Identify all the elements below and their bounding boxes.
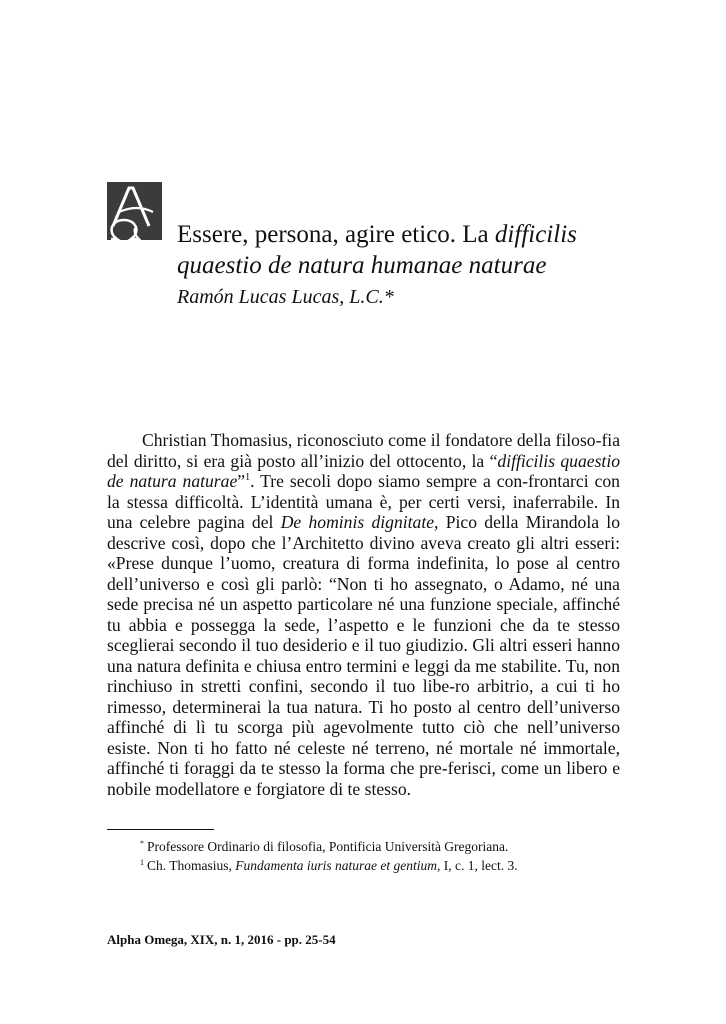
footnote-ref-1[interactable]: 1 <box>245 472 251 484</box>
body-text-4: Pico della Mirandola lo descrive così, dopo che l’Architetto divino aveva creato gli altri esseri: «Prese dunque l’uomo, creatura di forma indefinita, lo pose al centro dell’universo e così gli parlò: “Non ti ho assegnato, o Adamo, né una sede precisa né un aspetto particolare né una funzione speciale, affinché tu abbia e possegga la sede, l’aspetto e le funzioni che da te stesso sceglierai secondo il tuo desiderio e il tuo giudizio. Gli altri esseri hanno una natura definita e chiusa entro termini e leggi da me stabilite. Tu, non rinchiuso in stretti confini, secondo il tuo libe-ro arbitrio, a cui ti ho rimesso, determinerai la tua natura. Ti ho posto al centro dell’universo affinché di lì tu scorga più agevolmente tutto ciò che nell’universo esiste. Non ti ho fatto né celeste né terreno, né mortale né immortale, affinché ti foraggi da te stesso la forma che pre-ferisci, come un libero e nobile modellatore e forgiatore di te stesso. <box>107 512 620 799</box>
footnote-1 <box>140 838 508 855</box>
title-italic-1: difficilis <box>494 221 577 248</box>
footnote-mark: 1 <box>140 857 144 867</box>
body-italic-1: difficilis quaestio de natura naturae <box>107 450 621 491</box>
journal-citation: Alpha Omega, XIX, n. 1, 2016 - pp. 25-54 <box>107 932 336 947</box>
footnote-text-pre: Ch. Thomasius, <box>147 858 236 873</box>
body-text-3: . Tre secoli dopo siamo sempre a con-frontarci con la stessa difficoltà. L’identità umana è, per certi versi, inaferrabile. In una celebre pagina del <box>107 471 620 532</box>
footnote-divider <box>107 829 214 830</box>
title-plain: Essere, persona, agire etico. La <box>177 221 495 248</box>
body-text-1: Christian Thomasius, riconosciuto come il fondatore della filoso-fia del diritto, si era già posto all’inizio del ottocento, la “ <box>107 430 620 471</box>
article-title <box>177 219 697 281</box>
footnote-text-post: , I, c. 1, lect. 3. <box>437 858 518 873</box>
body-italic-2: De hominis dignitate, <box>280 512 439 532</box>
footnote-mark: * <box>140 838 144 848</box>
footnote-text: Professore Ordinario di filosofia, Pontificia Università Gregoriana. <box>147 839 509 854</box>
alpha-omega-logo-icon <box>107 182 162 240</box>
footnote-2 <box>140 857 518 874</box>
title-italic-2: quaestio de natura humanae naturae <box>177 252 547 279</box>
footnote-italic: Fundamenta iuris naturae et gentium <box>235 858 437 873</box>
author-name: Ramón Lucas Lucas, L.C.* <box>177 286 394 308</box>
body-text-2: ” <box>237 471 246 491</box>
body-paragraph <box>107 430 620 799</box>
